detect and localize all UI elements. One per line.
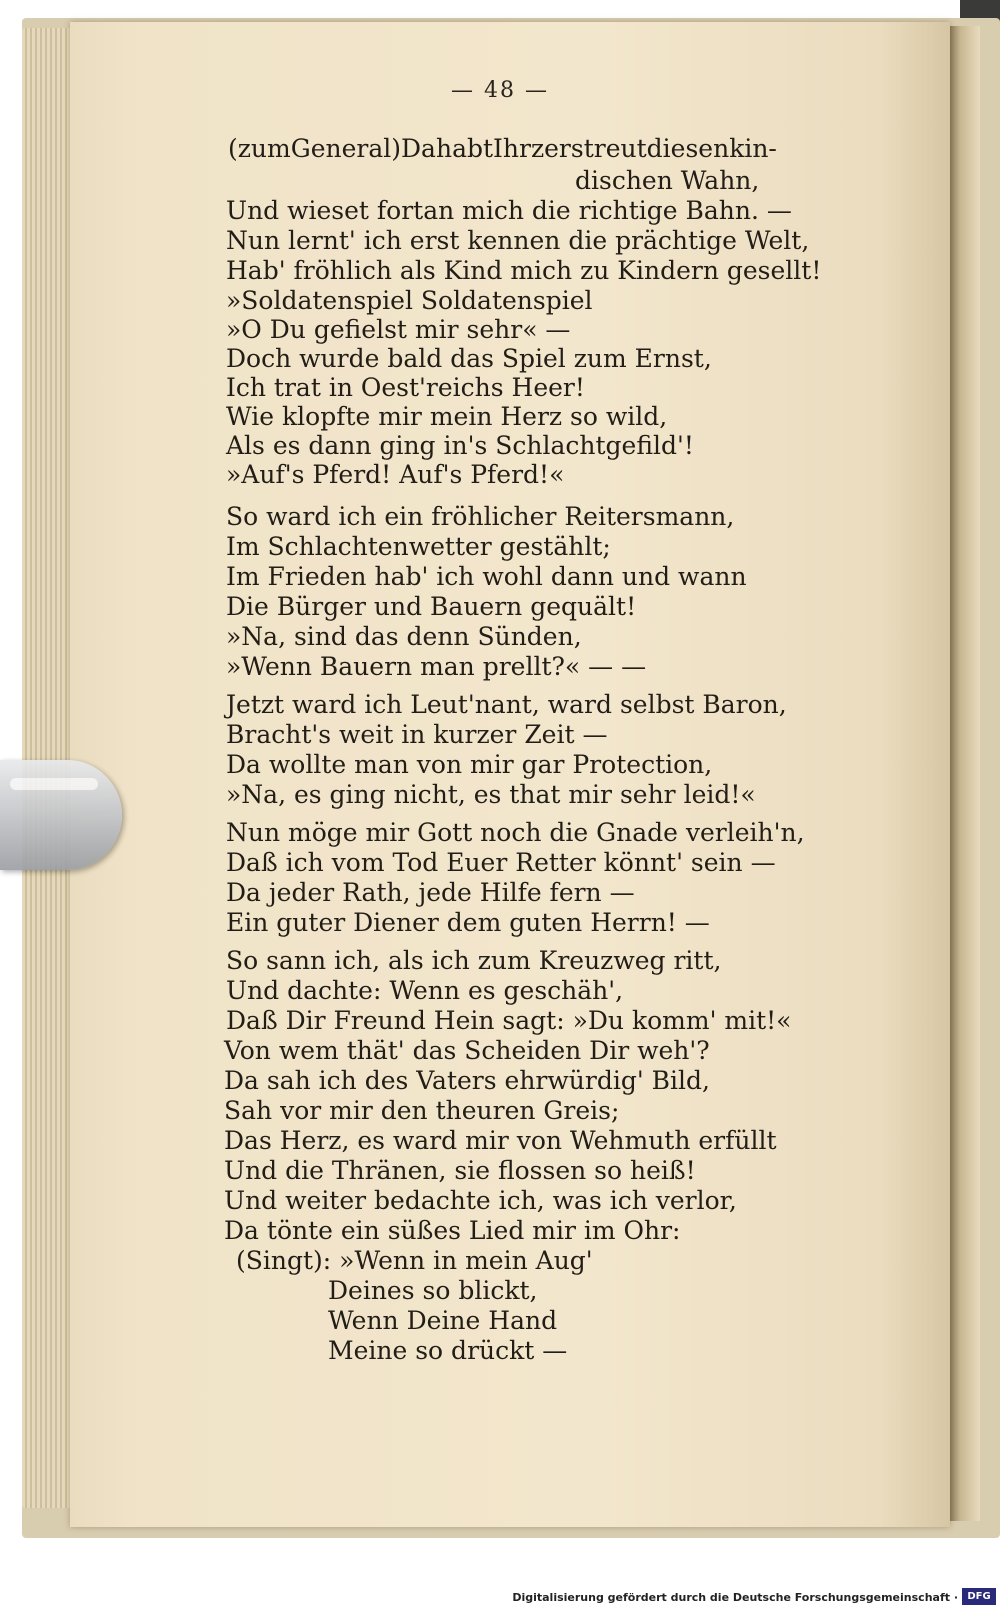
text-line: Von wem thät' das Scheiden Dir weh'?	[224, 1036, 710, 1065]
text-line: Bracht's weit in kurzer Zeit —	[226, 720, 608, 749]
text-line: (Singt): »Wenn in mein Aug'	[236, 1246, 593, 1275]
text-line: Als es dann ging in's Schlachtgefild'!	[226, 431, 694, 460]
text-line: Da tönte ein süßes Lied mir im Ohr:	[224, 1216, 681, 1245]
text-line: Im Frieden hab' ich wohl dann und wann	[226, 562, 747, 591]
text-line: Ich trat in Oest'reichs Heer!	[226, 373, 585, 402]
text-line: Meine so drückt —	[328, 1336, 568, 1365]
text-line: So ward ich ein fröhlicher Reitersmann,	[226, 502, 735, 531]
text-line: »Auf's Pferd! Auf's Pferd!«	[226, 460, 565, 489]
text-line: Deines so blickt,	[328, 1276, 538, 1305]
text-line: Da jeder Rath, jede Hilfe fern —	[226, 878, 635, 907]
word: Ihr	[493, 134, 531, 163]
page-number: — 48 —	[451, 78, 549, 103]
text-line: Sah vor mir den theuren Greis;	[224, 1096, 620, 1125]
text-line: Nun möge mir Gott noch die Gnade verleih'n,	[226, 818, 805, 847]
text-line: Wenn Deine Hand	[328, 1306, 558, 1335]
text-line: Hab' fröhlich als Kind mich zu Kindern gesellt!	[226, 256, 822, 285]
text-line: Doch wurde bald das Spiel zum Ernst,	[226, 344, 712, 373]
word: zerstreut	[530, 134, 647, 163]
text-line: Und weiter bedachte ich, was ich verlor,	[224, 1186, 737, 1215]
digitization-credit: Digitalisierung gefördert durch die Deutsche Forschungsgemeinschaft ·	[512, 1591, 958, 1604]
text-line: Ein guter Diener dem guten Herrn! —	[226, 908, 710, 937]
text-line: Und die Thränen, sie flossen so heiß!	[224, 1156, 696, 1185]
text-line: So sann ich, als ich zum Kreuzweg ritt,	[226, 946, 722, 975]
text-line: Daß ich vom Tod Euer Retter könnt' sein —	[226, 848, 776, 877]
text-line: Die Bürger und Bauern gequält!	[226, 592, 637, 621]
word: Da	[401, 134, 436, 163]
text-line: Das Herz, es ward mir von Wehmuth erfüllt	[224, 1126, 777, 1155]
word: (zum	[228, 134, 291, 163]
text-line-1	[228, 134, 777, 164]
text-line: Im Schlachtenwetter gestählt;	[226, 532, 611, 561]
text-line: Nun lernt' ich erst kennen die prächtige Welt,	[226, 226, 810, 255]
word: diesen	[646, 134, 730, 163]
word: kin-	[729, 134, 777, 163]
text-line: Wie klopfte mir mein Herz so wild,	[226, 402, 668, 431]
dfg-logo: DFG	[962, 1588, 996, 1605]
next-page-edge	[950, 26, 980, 1521]
text-line: »O Du gefielst mir sehr« —	[226, 315, 571, 344]
text-line: »Soldatenspiel Soldatenspiel	[226, 286, 593, 315]
text-line: »Wenn Bauern man prellt?« — —	[226, 652, 647, 681]
text-line: Daß Dir Freund Hein sagt: »Du komm' mit!«	[226, 1006, 792, 1035]
text-line: Und wieset fortan mich die richtige Bahn. —	[226, 196, 792, 225]
text-line: dischen Wahn,	[575, 166, 760, 195]
text-line: »Na, es ging nicht, es that mir sehr leid!«	[226, 780, 756, 809]
text-line: Da sah ich des Vaters ehrwürdig' Bild,	[224, 1066, 710, 1095]
word: General)	[290, 134, 402, 163]
word: habt	[435, 134, 494, 163]
binder-clip	[0, 760, 122, 870]
text-line: Da wollte man von mir gar Protection,	[226, 750, 713, 779]
text-line: Und dachte: Wenn es geschäh',	[226, 976, 624, 1005]
text-line: Jetzt ward ich Leut'nant, ward selbst Baron,	[226, 690, 787, 719]
text-line: »Na, sind das denn Sünden,	[226, 622, 582, 651]
